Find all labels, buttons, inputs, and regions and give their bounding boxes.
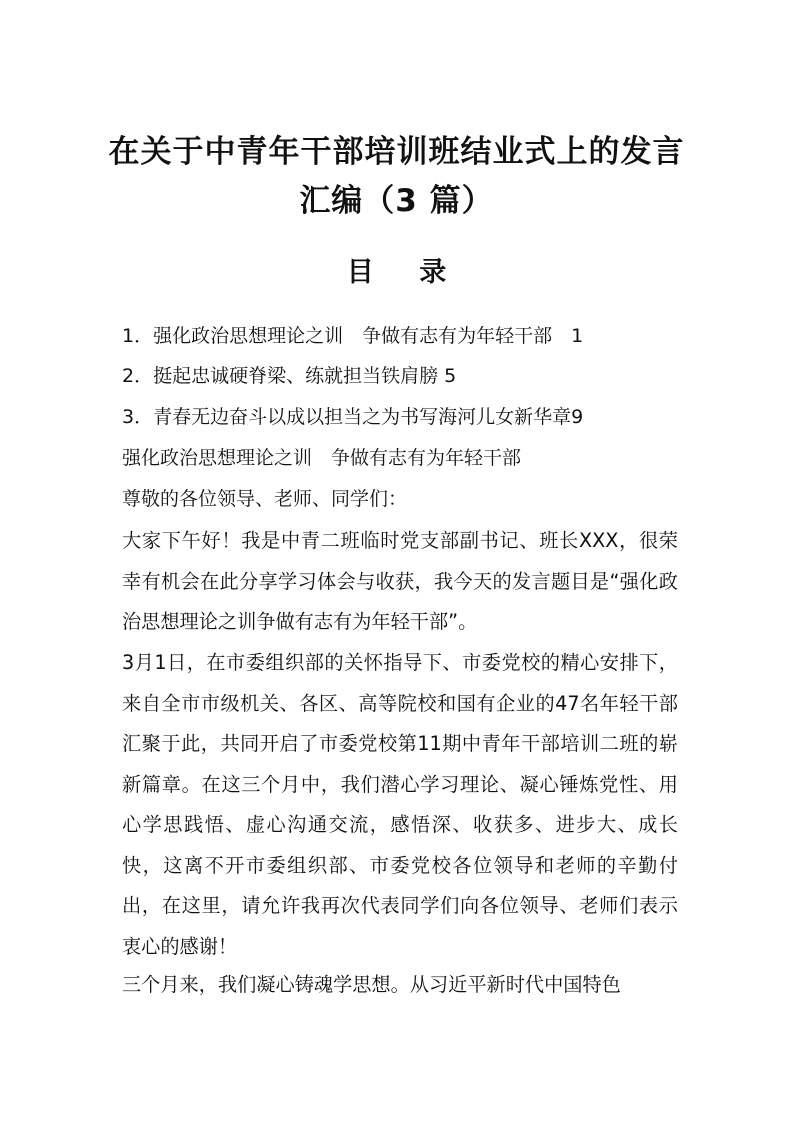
toc-item-text: 强化政治思想理论之训 争做有志有为年轻干部 (153, 325, 572, 347)
document-title-line-1: 在关于中青年干部培训班结业式上的发言 (108, 134, 685, 170)
document-title-line-2: 汇编（3 篇） (299, 183, 494, 219)
section-title: 强化政治思想理论之训 争做有志有为年轻干部 (122, 447, 522, 469)
salutation: 尊敬的各位领导、老师、同学们： (122, 488, 408, 510)
toc-item-number: 2． (122, 365, 154, 387)
paragraph-1: 大家下午好！我是中青二班临时党支部副书记、班长XXX，很荣幸有机会在此分享学习体会与收获，我今天的发言题目是“强化政治思想理论之训争做有志有为年轻干部”。 (122, 529, 678, 633)
toc-heading: 目 录 (346, 257, 465, 288)
toc-item-page: 9 (571, 406, 584, 428)
paragraph-3: 三个月来，我们凝心铸魂学思想。从习近平新时代中国特色 (122, 973, 621, 996)
paragraph-2: 3月1日，在市委组织部的关怀指导下、市委党校的精心安排下，来自全市市级机关、各区、高等院校和国有企业的47名年轻干部汇聚于此，共同开启了市委党校第11期中青年干部培训二班的崭新篇章。在这三个月中，我们潜心学习理论、凝心锤炼党性、用心学思践悟、虚心沟通交流，感悟深、收获多、进步大、成长快，这离不开市委组织部、市委党校各位领导和老师的辛勤付出，在这里，请允许我再次代表同学们向各位领导、老师们表示衷心的感谢！ (122, 651, 678, 958)
toc-item-text: 挺起忠诚硬脊梁、练就担当铁肩膀 (153, 365, 445, 387)
toc-item-3 (122, 405, 583, 429)
toc-item-1 (122, 324, 583, 348)
toc-item-2 (122, 364, 456, 388)
toc-item-page: 1 (571, 325, 584, 347)
toc-item-number: 1． (122, 325, 154, 347)
toc-item-text: 青春无边奋斗以成以担当之为书写海河儿女新华章 (153, 406, 572, 428)
toc-item-number: 3． (122, 406, 154, 428)
toc-item-page: 5 (444, 365, 457, 387)
